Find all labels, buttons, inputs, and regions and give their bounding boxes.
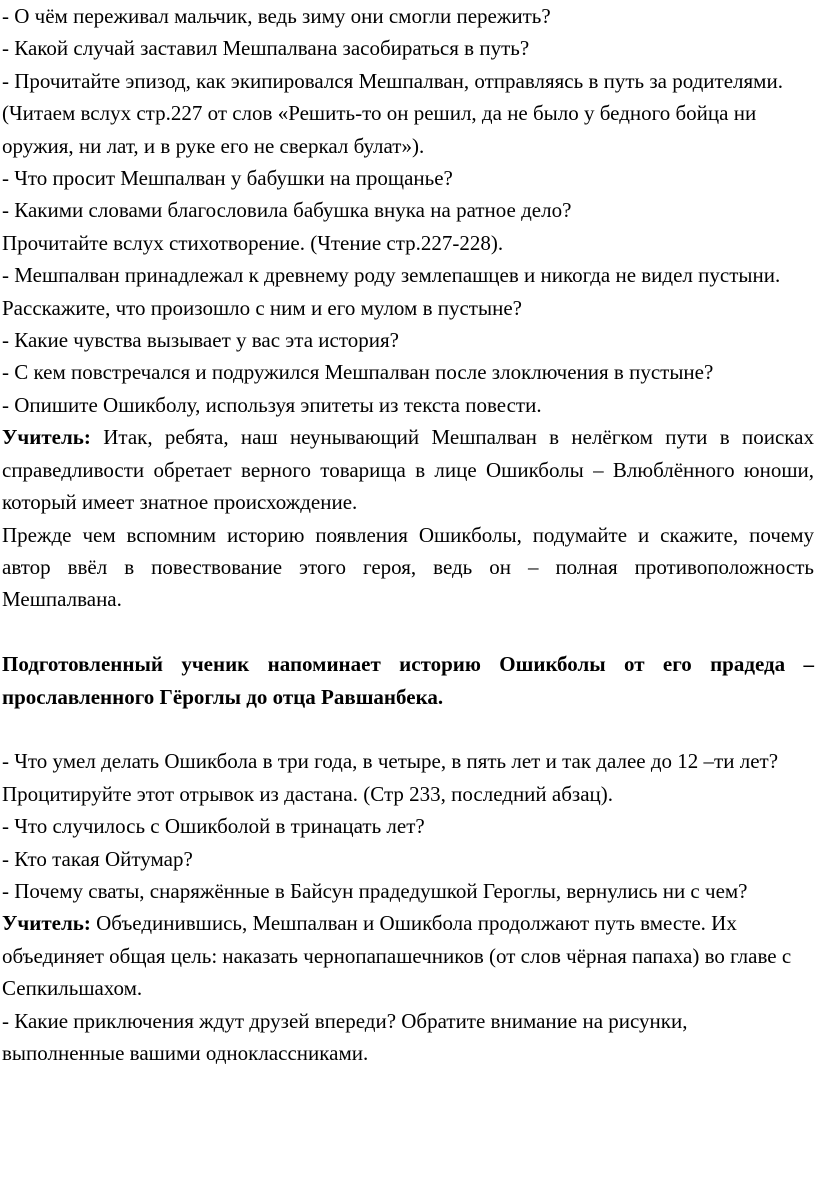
blank-line bbox=[2, 713, 814, 745]
question-line: - Какие чувства вызывает у вас эта история? bbox=[2, 328, 399, 353]
instruction-line: Прочитайте вслух стихотворение. (Чтение стр.227-228). bbox=[2, 230, 504, 255]
question-line: - Какими словами благословила бабушка внука на ратное дело? bbox=[2, 198, 572, 223]
teacher-paragraph bbox=[2, 907, 814, 1004]
teacher-text: Итак, ребята, наш неунывающий Мешпалван в нелёгком пути в поисках справедливости обретает верного товарища в лице Ошикболы – Влюблённого юноши, который имеет знатное происхождение. bbox=[2, 425, 814, 515]
question-line: - Какой случай заставил Мешпалвана засобираться в путь? bbox=[2, 36, 530, 61]
question-line: - Что просит Мешпалван у бабушки на прощанье? bbox=[2, 166, 453, 191]
document-page bbox=[2, 0, 814, 1069]
question-line: - Что умел делать Ошикбола в три года, в четыре, в пять лет и так далее до 12 –ти лет? Процитируйте этот отрывок из дастана. (Стр 233, последний абзац). bbox=[2, 749, 779, 806]
question-line: - Кто такая Ойтумар? bbox=[2, 846, 193, 871]
teacher-label: Учитель: bbox=[2, 425, 91, 450]
question-line: - Мешпалван принадлежал к древнему роду землепашцев и никогда не видел пустыни. bbox=[2, 263, 781, 288]
question-line: - Опишите Ошикболу, используя эпитеты из текста повести. bbox=[2, 392, 542, 417]
question-line: - О чём переживал мальчик, ведь зиму они смогли пережить? bbox=[2, 4, 551, 28]
instruction-paragraph: Прежде чем вспомним историю появления Ошикболы, подумайте и скажите, почему автор ввёл в повествование этого героя, ведь он – полная противоположность Мешпалвана. bbox=[2, 522, 814, 612]
teacher-label: Учитель: bbox=[2, 911, 91, 936]
question-line: - Почему сваты, снаряжённые в Байсун прадедушкой Героглы, вернулись ни с чем? bbox=[2, 878, 748, 903]
question-line: - Какие приключения ждут друзей впереди? Обратите внимание на рисунки, выполненные вашими одноклассниками. bbox=[2, 1008, 688, 1065]
student-task-heading: Подготовленный ученик напоминает историю Ошикболы от его прадеда – прославленного Гёроглы до отца Равшанбека. bbox=[2, 652, 814, 709]
teacher-paragraph bbox=[2, 421, 814, 518]
instruction-line: Расскажите, что произошло с ним и его мулом в пустыне? bbox=[2, 295, 522, 320]
teacher-text: Объединившись, Мешпалван и Ошикбола продолжают путь вместе. Их объединяет общая цель: наказать чернопапашечников (от слов чёрная папаха) во главе с Сепкильшахом. bbox=[2, 911, 792, 1001]
question-line: - Что случилось с Ошикболой в тринацать лет? bbox=[2, 814, 425, 839]
question-line: - Прочитайте эпизод, как экипировался Мешпалван, отправляясь в путь за родителями. (Читаем вслух стр.227 от слов «Решить-то он решил, да не было у бедного бойца ни оружия, ни лат, и в руке его не сверкал булат»). bbox=[2, 68, 783, 158]
question-line: - С кем повстречался и подружился Мешпалван после злоключения в пустыне? bbox=[2, 360, 714, 385]
blank-line bbox=[2, 616, 814, 648]
